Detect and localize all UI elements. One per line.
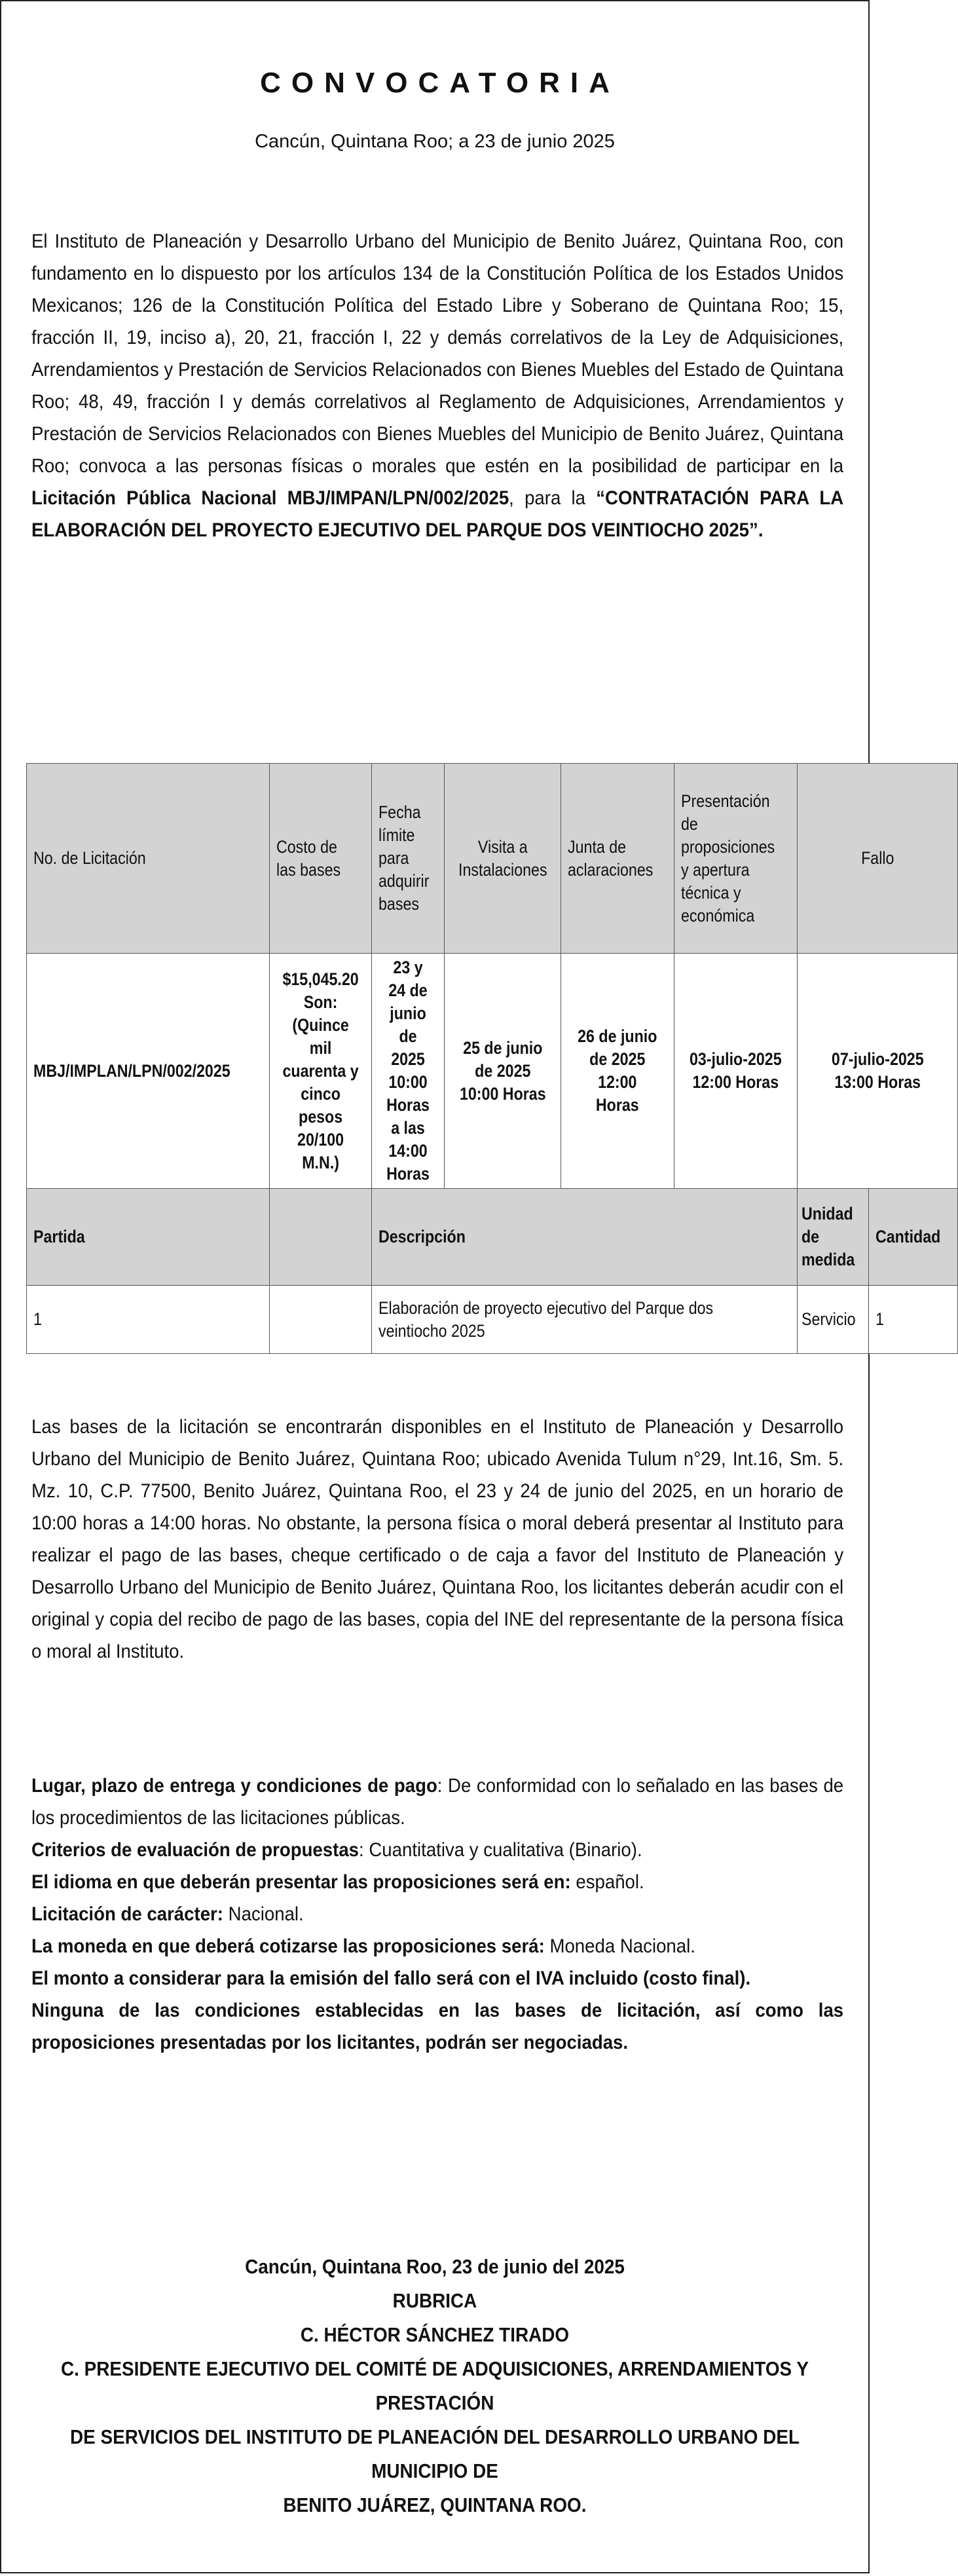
signature-block [1,2250,868,2522]
signatory-role-line-2: DE SERVICIOS DEL INSTITUTO DE PLANEACIÓN DEL DESARROLLO URBANO DEL MUNICIPIO DE [69,2425,800,2482]
header-blank [269,1189,371,1286]
table-header-row [27,764,958,954]
items-header-row [27,1189,958,1286]
header-unit: Unidad de medida [797,1189,868,1286]
header-presentation: Presentación de proposiciones y apertura técnica y económica [674,764,797,954]
signature-rubrica: RUBRICA [392,2289,477,2312]
cell-presentation: 03-julio-2025 12:00 Horas [674,954,797,1189]
item-partida: 1 [27,1286,270,1354]
amount-condition: El monto a considerar para la emisión del fallo será con el IVA incluido (costo final). [31,1968,751,1989]
header-number: No. de Licitación [27,764,270,954]
header-visit: Visita a Instalaciones [444,764,561,954]
negotiation-condition: Ninguna de las condiciones establecidas en las bases de licitación, así como las proposiciones presentadas por los licitantes, podrán ser negociadas. [31,2000,844,2053]
signatory-name: C. HÉCTOR SÁNCHEZ TIRADO [300,2323,570,2346]
signature-place-date: Cancún, Quintana Roo, 23 de junio del 2025 [245,2255,625,2278]
header-description: Descripción [371,1189,797,1286]
header-cost: Costo de las bases [269,764,371,954]
item-unit: Servicio [797,1286,868,1354]
cell-ruling: 07-julio-2025 13:00 Horas [797,954,958,1189]
item-quantity: 1 [868,1286,958,1354]
delivery-condition: Lugar, plazo de entrega y condiciones de pago: De conformidad con lo señalado en las bases de los procedimientos de las licitaciones públicas. [31,1775,844,1829]
header-meeting: Junta de aclaraciones [561,764,674,954]
header-ruling: Fallo [797,764,958,954]
intro-end: . [758,519,764,541]
tender-character: Licitación de carácter: Nacional. [31,1903,304,1925]
document-title: CONVOCATORIA [260,67,620,99]
evaluation-criteria: Criterios de evaluación de propuestas: Cuantitativa y cualitativa (Binario). [31,1839,642,1861]
item-description: Elaboración de proyecto ejecutivo del Parque dos veintiocho 2025 [371,1286,797,1354]
intro-middle: , para la [509,487,597,509]
bases-paragraph: Las bases de la licitación se encontrarán disponibles en el Instituto de Planeación y Desarrollo Urbano del Municipio de Benito Juárez, Quintana Roo; ubicado Avenida Tulum n°29, Int.16, Sm. 5. Mz. 10, C.P. 77500, Benito Juárez, Quintana Roo, el 23 y 24 de junio del 2025, en un horario de 10:00 horas a 14:00 horas. No obstante, la persona física o moral deberá presentar al Instituto para realizar el pago de las bases, cheque certificado o de caja a favor del Instituto de Planeación y Desarrollo Urbano del Municipio de Benito Juárez, Quintana Roo, los licitantes deberán acudir con el original y copia del recibo de pago de las bases, copia del INE del representante de la persona física o moral al Instituto. [31,1416,844,1662]
table-row [27,954,958,1189]
header-partida: Partida [27,1189,270,1286]
conditions-section [31,1770,843,2059]
cell-date-limit: 23 y 24 de junio de 2025 10:00 Horas a las 14:00 Horas [371,954,444,1189]
header-quantity: Cantidad [868,1189,958,1286]
project-name: “CONTRATACIÓN PARA LA ELABORACIÓN DEL PROYECTO EJECUTIVO DEL PARQUE DOS VEINTIOCHO 2025” [31,487,844,541]
signatory-role-line-1: C. PRESIDENTE EJECUTIVO DEL COMITÉ DE ADQUISICIONES, ARRENDAMIENTOS Y PRESTACIÓN [60,2357,809,2414]
item-blank [269,1286,371,1354]
language-condition: El idioma en que deberán presentar las proposiciones será en: español. [31,1871,644,1893]
tender-reference: Licitación Pública Nacional MBJ/IMPAN/LPN/002/2025 [31,487,509,509]
item-row [27,1286,958,1354]
tender-table [26,763,958,1354]
cell-visit: 25 de junio de 2025 10:00 Horas [444,954,561,1189]
cell-cost: $15,045.20 Son: (Quince mil cuarenta y cinco pesos 20/100 M.N.) [269,954,371,1189]
intro-text: El Instituto de Planeación y Desarrollo Urbano del Municipio de Benito Juárez, Quintana Roo, con fundamento en lo dispuesto por los artículos 134 de la Constitución Política de los Estados Unidos Mexicanos; 126 de la Constitución Política del Estado Libre y Soberano de Quintana Roo; 15, fracción II, 19, inciso a), 20, 21, fracción I, 22 y demás correlativos de la Ley de Adquisiciones, Arrendamientos y Prestación de Servicios Relacionados con Bienes Muebles del Estado de Quintana Roo; 48, 49, fracción I y demás correlativos al Reglamento de Adquisiciones, Arrendamientos y Prestación de Servicios Relacionados con Bienes Muebles del Municipio de Benito Juárez, Quintana Roo; convoca a las personas físicas o morales que estén en la posibilidad de participar en la [31,231,844,477]
cell-meeting: 26 de junio de 2025 12:00 Horas [561,954,674,1189]
header-date-limit: Fecha límite para adquirir bases [371,764,444,954]
intro-paragraph [31,225,843,546]
currency-condition: La moneda en que deberá cotizarse las proposiciones será: Moneda Nacional. [31,1935,695,1957]
signatory-role-line-3: BENITO JUÁREZ, QUINTANA ROO. [283,2493,587,2516]
dateline: Cancún, Quintana Roo; a 23 de junio 2025 [255,131,615,152]
cell-number: MBJ/IMPLAN/LPN/002/2025 [27,954,270,1189]
